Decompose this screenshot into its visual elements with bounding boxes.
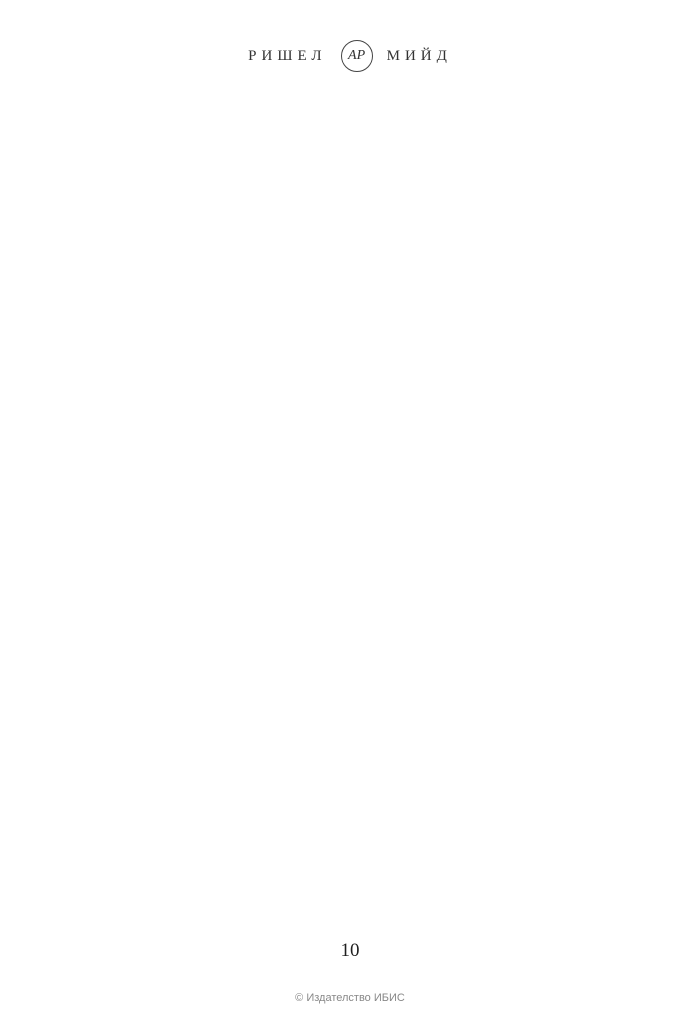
publisher-credit: © Издателство ИБИС (295, 992, 405, 1004)
header-author-first: РИШЕЛ (248, 47, 327, 64)
paragraph (89, 120, 611, 146)
page-number: 10 (340, 940, 360, 961)
running-header (0, 40, 700, 72)
paragraph (89, 145, 611, 171)
header-author-last: МИЙД (386, 47, 452, 64)
publisher-monogram-icon: АР (341, 40, 373, 72)
page-body (89, 94, 611, 222)
paragraph (89, 196, 611, 222)
paragraph (89, 171, 611, 197)
paragraph (89, 94, 611, 120)
